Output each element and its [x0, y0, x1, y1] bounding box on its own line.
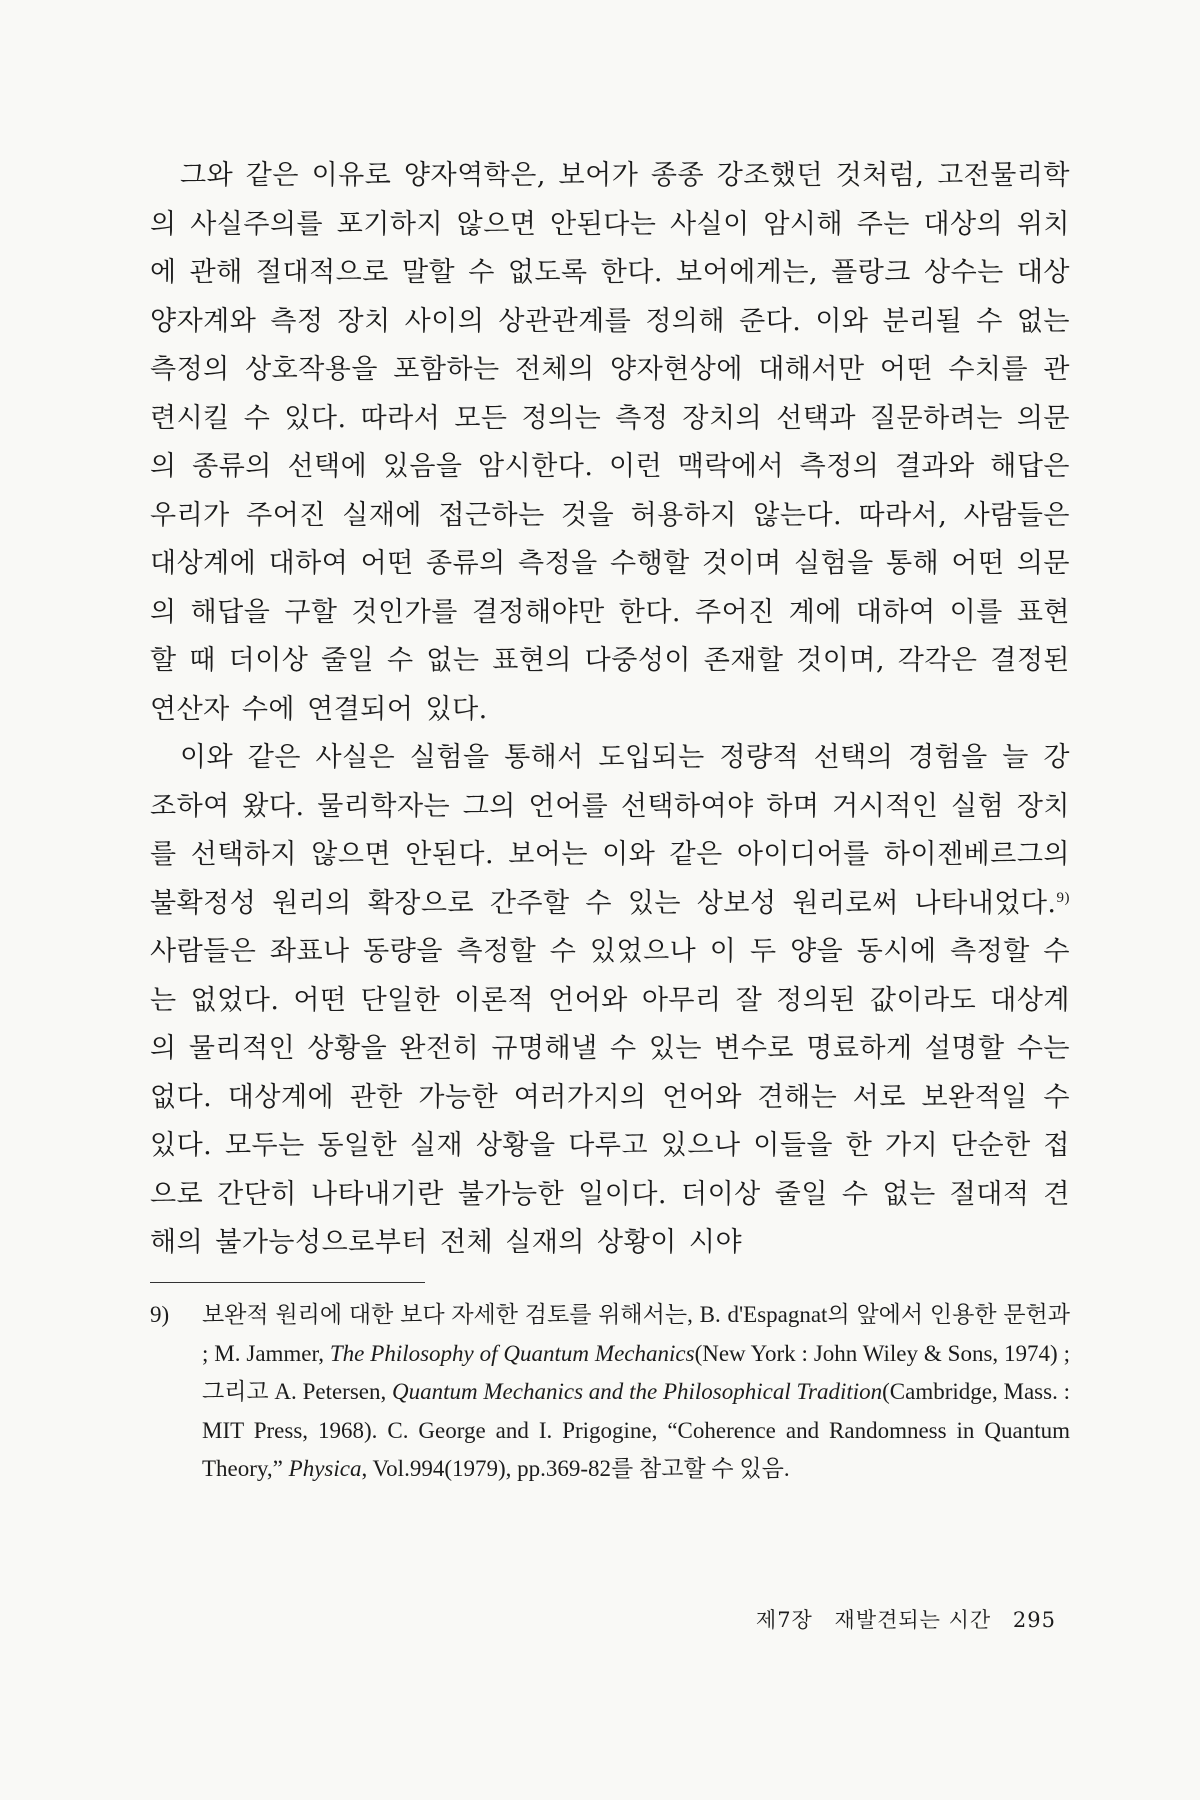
body-text — [150, 152, 1070, 1268]
footnote-segment: 보완적 원리에 대한 보다 자세한 검토를 위해서는, B. d'Espagnat의 앞에서 인용한 문헌과 ; M. Jammer, — [202, 1302, 1070, 1366]
book-title: The Philosophy of Quantum Mechanics — [329, 1340, 695, 1366]
footnote-reference: 9) — [1056, 889, 1070, 906]
footnote-segment: (New York : John Wiley & Sons, 1974) ; 그리고 A. Petersen, — [202, 1340, 1070, 1404]
book-page — [150, 0, 1070, 1800]
footnote — [150, 1296, 1070, 1489]
paragraph — [150, 734, 1070, 1268]
running-footer — [742, 1604, 1056, 1634]
footnote-number: 9) — [150, 1302, 170, 1327]
book-title: Quantum Mechanics and the Philosophical Tradition — [392, 1379, 883, 1404]
chapter-label: 제7장 — [755, 1608, 813, 1632]
footnote-segment: , Vol.994(1979), pp.369-82를 참고할 수 있음. — [361, 1456, 790, 1481]
paragraph-text: 이와 같은 사실은 실험을 통해서 도입되는 정량적 선택의 경험을 늘 강조하여 왔다. 물리학자는 그의 언어를 선택하여야 하며 거시적인 실험 장치를 선택하지 않으면 안된다. 보어는 이와 같은 아이디어를 하이젠베르그의 불확정성 원리의 확장으로 간주할 수 있는 상보성 원리로써 나타내었다. — [150, 742, 1070, 919]
chapter-title: 재발견되는 시간 — [834, 1608, 992, 1632]
journal-title: Physica — [288, 1456, 362, 1481]
footnote-divider — [150, 1282, 425, 1283]
footnote-text — [202, 1296, 1070, 1489]
paragraph-text: 사람들은 좌표나 동량을 측정할 수 있었으나 이 두 양을 동시에 측정할 수는 없었다. 어떤 단일한 이론적 언어와 아무리 잘 정의된 값이라도 대상계의 물리적인 상황을 완전히 규명해낼 수 있는 변수로 명료하게 설명할 수는 없다. 대상계에 관한 가능한 여러가지의 언어와 견해는 서로 보완적일 수 있다. 모두는 동일한 실재 상황을 다루고 있으나 이들을 한 가지 단순한 접으로 간단히 나타내기란 불가능한 일이다. 더이상 줄일 수 없는 절대적 견해의 불가능성으로부터 전체 실재의 상황이 시야 — [150, 936, 1070, 1258]
paragraph: 그와 같은 이유로 양자역학은, 보어가 종종 강조했던 것처럼, 고전물리학의 사실주의를 포기하지 않으면 안된다는 사실이 암시해 주는 대상의 위치에 관해 절대적으로 말할 수 없도록 한다. 보어에게는, 플랑크 상수는 대상 양자계와 측정 장치 사이의 상관관계를 정의해 준다. 이와 분리될 수 없는 측정의 상호작용을 포함하는 전체의 양자현상에 대해서만 어떤 수치를 관련시킬 수 있다. 따라서 모든 정의는 측정 장치의 선택과 질문하려는 의문의 종류의 선택에 있음을 암시한다. 이런 맥락에서 측정의 결과와 해답은 우리가 주어진 실재에 접근하는 것을 허용하지 않는다. 따라서, 사람들은 대상계에 대하여 어떤 종류의 측정을 수행할 것이며 실험을 통해 어떤 의문의 해답을 구할 것인가를 결정해야만 한다. 주어진 계에 대하여 이를 표현할 때 더이상 줄일 수 없는 표현의 다중성이 존재할 것이며, 각각은 결정된 연산자 수에 연결되어 있다. — [150, 160, 1070, 725]
page-number: 295 — [1012, 1608, 1056, 1632]
footnote-segment: (Cambridge, Mass. : MIT Press, 1968). C. George and I. Prigogine, “Coherence and Randomness in Quantum Theory,” — [202, 1379, 1070, 1481]
